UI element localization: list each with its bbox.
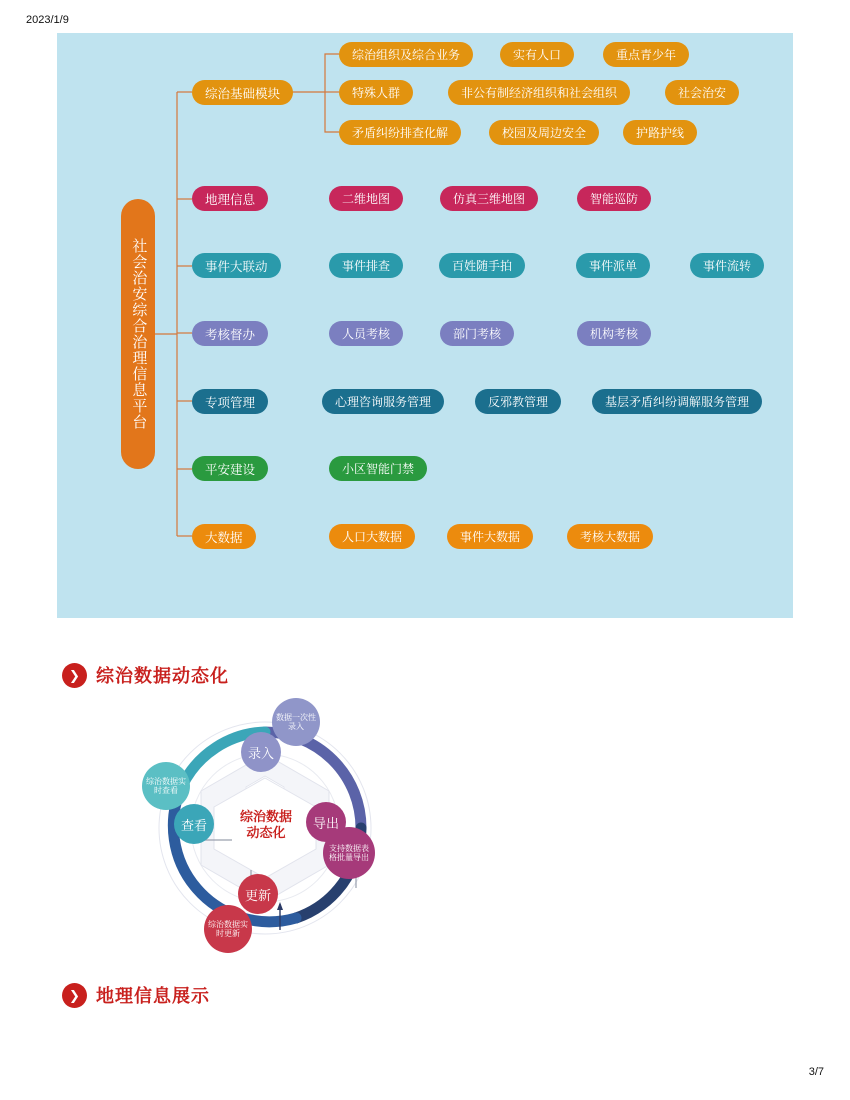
- node-6-1[interactable]: 事件大数据: [447, 524, 533, 549]
- cycle-bubble-3: 综治数据实时查看: [142, 762, 190, 810]
- page-number: 3/7: [808, 1066, 824, 1078]
- cycle-diagram: [120, 690, 410, 960]
- branch-label-2[interactable]: 事件大联动: [192, 253, 281, 278]
- cycle-stage-2[interactable]: 更新: [238, 874, 278, 914]
- node-3-0[interactable]: 人员考核: [329, 321, 403, 346]
- node-0-4[interactable]: 非公有制经济组织和社会组织: [448, 80, 630, 105]
- node-2-3[interactable]: 事件流转: [690, 253, 764, 278]
- node-2-1[interactable]: 百姓随手拍: [439, 253, 525, 278]
- node-5-0[interactable]: 小区智能门禁: [329, 456, 427, 481]
- node-0-2[interactable]: 重点青少年: [603, 42, 689, 67]
- node-0-3[interactable]: 特殊人群: [339, 80, 413, 105]
- chevron-right-icon: ❯: [62, 983, 87, 1008]
- node-4-2[interactable]: 基层矛盾纠纷调解服务管理: [592, 389, 762, 414]
- node-4-0[interactable]: 心理咨询服务管理: [322, 389, 444, 414]
- node-1-1[interactable]: 仿真三维地图: [440, 186, 538, 211]
- section-title-1: 地理信息展示: [96, 986, 210, 1006]
- branch-label-5[interactable]: 平安建设: [192, 456, 268, 481]
- page-date: 2023/1/9: [26, 14, 69, 26]
- node-1-0[interactable]: 二维地图: [329, 186, 403, 211]
- node-0-6[interactable]: 矛盾纠纷排查化解: [339, 120, 461, 145]
- cycle-stage-3[interactable]: 查看: [174, 804, 214, 844]
- node-0-0[interactable]: 综治组织及综合业务: [339, 42, 473, 67]
- cycle-center-line1: 综治数据: [239, 808, 292, 824]
- node-0-1[interactable]: 实有人口: [500, 42, 574, 67]
- branch-label-3[interactable]: 考核督办: [192, 321, 268, 346]
- node-0-5[interactable]: 社会治安: [665, 80, 739, 105]
- cycle-center-line2: 动态化: [246, 825, 286, 840]
- branch-label-4[interactable]: 专项管理: [192, 389, 268, 414]
- cycle-bubble-0: 数据一次性录入: [272, 698, 320, 746]
- node-3-2[interactable]: 机构考核: [577, 321, 651, 346]
- branch-label-1[interactable]: 地理信息: [192, 186, 268, 211]
- node-2-0[interactable]: 事件排查: [329, 253, 403, 278]
- branch-label-6[interactable]: 大数据: [192, 524, 256, 549]
- section-header-1: [62, 982, 210, 1008]
- node-0-8[interactable]: 护路护线: [623, 120, 697, 145]
- diagram-root: 社会治安综合治理信息平台: [121, 199, 155, 469]
- node-6-2[interactable]: 考核大数据: [567, 524, 653, 549]
- section-title-0: 综治数据动态化: [96, 666, 229, 686]
- chevron-right-icon: ❯: [62, 663, 87, 688]
- cycle-center-label: [224, 800, 308, 850]
- section-header-0: [62, 662, 229, 688]
- cycle-bubble-1: 支持数据表格批量导出: [323, 827, 375, 879]
- node-0-7[interactable]: 校园及周边安全: [489, 120, 599, 145]
- node-4-1[interactable]: 反邪教管理: [475, 389, 561, 414]
- cycle-bubble-2: 综治数据实时更新: [204, 905, 252, 953]
- cycle-stage-0[interactable]: 录入: [241, 732, 281, 772]
- node-1-2[interactable]: 智能巡防: [577, 186, 651, 211]
- org-diagram-panel: [57, 33, 793, 618]
- node-2-2[interactable]: 事件派单: [576, 253, 650, 278]
- cycle-stage-1[interactable]: 导出: [306, 802, 346, 842]
- node-6-0[interactable]: 人口大数据: [329, 524, 415, 549]
- branch-label-0[interactable]: 综治基础模块: [192, 80, 293, 105]
- node-3-1[interactable]: 部门考核: [440, 321, 514, 346]
